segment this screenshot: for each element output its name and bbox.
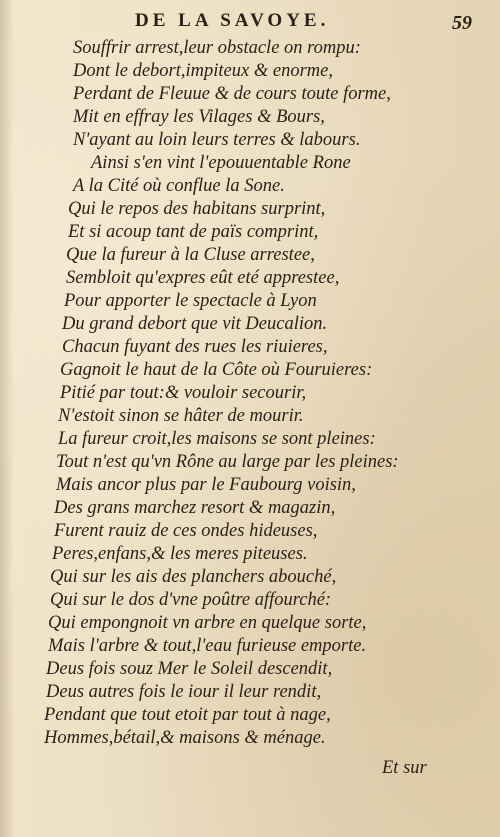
verse-line: Hommes,bétail,& maisons & ménage.	[44, 728, 326, 748]
page-number: 59	[452, 12, 472, 34]
page-gutter-shadow	[0, 0, 14, 837]
page-header	[0, 6, 500, 36]
verse-line: Qui empongnoit vn arbre en quelque sorte,	[48, 613, 367, 633]
verse-line: Qui le repos des habitans surprint,	[68, 199, 326, 219]
verse-line: Chacun fuyant des rues les riuieres,	[62, 337, 328, 357]
verse-line: N'ayant au loin leurs terres & labours.	[73, 130, 361, 150]
verse-line: Qui sur les ais des planchers abouché,	[50, 567, 337, 587]
verse-line: Mit en effray les Vilages & Bours,	[73, 107, 325, 127]
verse-line: Gagnoit le haut de la Côte où Fouruieres:	[60, 360, 373, 380]
verse-line: Pendant que tout etoit par tout à nage,	[44, 705, 331, 725]
verse-line: Deus autres fois le iour il leur rendit,	[46, 682, 322, 702]
verse-line: Souffrir arrest,leur obstacle on rompu:	[73, 38, 361, 58]
verse-line: Perdant de Fleuue & de cours toute forme,	[73, 84, 391, 104]
verse-line: N'estoit sinon se hâter de mourir.	[58, 406, 304, 426]
verse-line: Pour apporter le spectacle à Lyon	[64, 291, 317, 311]
verse-line: Et si acoup tant de païs comprint,	[68, 222, 319, 242]
verse-line: Mais l'arbre & tout,l'eau furieuse emporte.	[48, 636, 367, 656]
running-head: DE LA SAVOYE.	[135, 10, 330, 31]
verse-line: Pitié par tout:& vouloir secourir,	[60, 383, 307, 403]
verse-line: A la Cité où conflue la Sone.	[73, 176, 285, 196]
catchword: Et sur	[382, 758, 427, 778]
verse-line: La fureur croit,les maisons se sont pleines:	[58, 429, 376, 449]
verse-line: Dont le debort,impiteux & enorme,	[73, 61, 333, 81]
verse-line: Qui sur le dos d'vne poûtre affourché:	[50, 590, 332, 610]
verse-line: Que la fureur à la Cluse arrestee,	[66, 245, 315, 265]
verse-line: Furent rauiz de ces ondes hideuses,	[54, 521, 318, 541]
verse-line: Peres,enfans,& les meres piteuses.	[52, 544, 308, 564]
verse-line: Du grand debort que vit Deucalion.	[62, 314, 328, 334]
verse-line: Sembloit qu'expres eût eté apprestee,	[66, 268, 340, 288]
verse-line: Des grans marchez resort & magazin,	[54, 498, 336, 518]
verse-line: Mais ancor plus par le Faubourg voisin,	[56, 475, 356, 495]
verse-line: Deus fois souz Mer le Soleil descendit,	[46, 659, 333, 679]
verse-line: Tout n'est qu'vn Rône au large par les pleines:	[56, 452, 399, 472]
verse-line: Ainsi s'en vint l'epouuentable Rone	[91, 153, 351, 173]
